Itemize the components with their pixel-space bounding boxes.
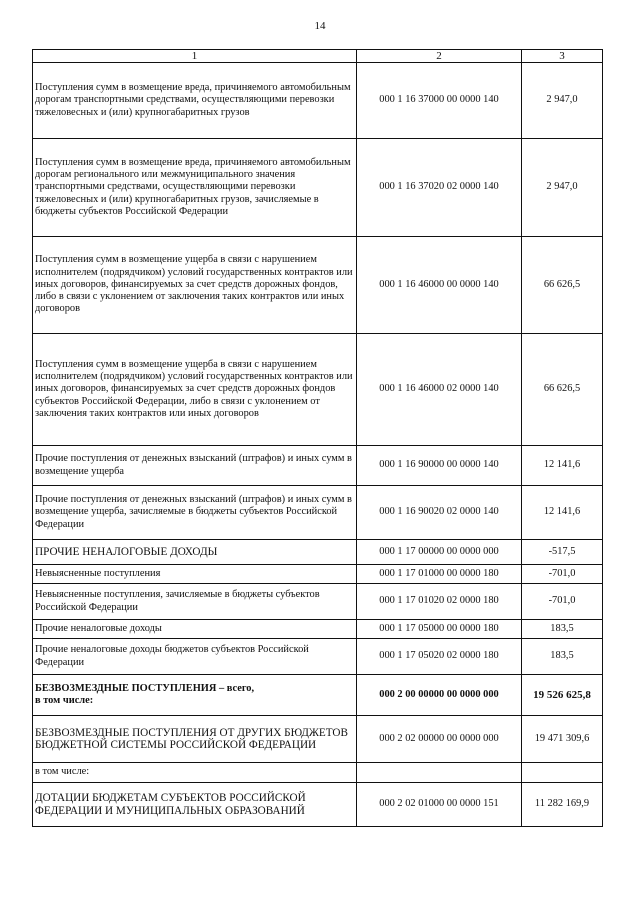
table-row: [33, 620, 603, 639]
row-name: в том числе:: [33, 763, 357, 783]
row-amount: 2 947,0: [522, 63, 603, 139]
row-code: 000 1 17 05000 00 0000 180: [357, 620, 522, 639]
row-name: ДОТАЦИИ БЮДЖЕТАМ СУБЪЕКТОВ РОССИЙСКОЙ ФЕДЕРАЦИИ И МУНИЦИПАЛЬНЫХ ОБРАЗОВАНИЙ: [33, 783, 357, 827]
row-name-line1: БЕЗВОЗМЕЗДНЫЕ ПОСТУПЛЕНИЯ – всего,: [35, 682, 255, 694]
row-name: Поступления сумм в возмещение ущерба в связи с нарушением исполнителем (подрядчиком) условий государственных контрактов или иных договоров, финансируемых за счет средств дорожных фондов субъектов Российской Федерации, либо в связи с уклонением от заключения таких контрактов или иных договоров: [33, 334, 357, 446]
row-code: 000 1 16 46000 02 0000 140: [357, 334, 522, 446]
row-code: 000 1 17 05020 02 0000 180: [357, 639, 522, 675]
table-header-row: [33, 50, 603, 63]
row-code: 000 1 17 01020 02 0000 180: [357, 584, 522, 620]
row-amount: -517,5: [522, 540, 603, 565]
row-name: ПРОЧИЕ НЕНАЛОГОВЫЕ ДОХОДЫ: [33, 540, 357, 565]
row-amount: [522, 763, 603, 783]
revenue-table: [32, 49, 603, 827]
table-row: [33, 446, 603, 486]
row-name: Поступления сумм в возмещение вреда, причиняемого автомобильным дорогам транспортными средствами, осуществляющими перевозки тяжеловесных и (или) крупногабаритных грузов: [33, 63, 357, 139]
row-amount: 19 526 625,8: [522, 675, 603, 716]
row-code: 000 1 16 37000 00 0000 140: [357, 63, 522, 139]
row-amount: 183,5: [522, 639, 603, 675]
row-code: 000 1 16 46000 00 0000 140: [357, 237, 522, 334]
table-row: [33, 486, 603, 540]
row-name: Прочие неналоговые доходы: [33, 620, 357, 639]
row-amount: -701,0: [522, 584, 603, 620]
row-amount: 66 626,5: [522, 334, 603, 446]
row-name-line2: в том числе:: [35, 695, 94, 706]
row-amount: 66 626,5: [522, 237, 603, 334]
row-name: БЕЗВОЗМЕЗДНЫЕ ПОСТУПЛЕНИЯ ОТ ДРУГИХ БЮДЖЕТОВ БЮДЖЕТНОЙ СИСТЕМЫ РОССИЙСКОЙ ФЕДЕРАЦИИ: [33, 716, 357, 763]
row-name: Невыясненные поступления, зачисляемые в бюджеты субъектов Российской Федерации: [33, 584, 357, 620]
table-row: [33, 63, 603, 139]
row-name: Прочие поступления от денежных взысканий (штрафов) и иных сумм в возмещение ущерба: [33, 446, 357, 486]
row-name: Невыясненные поступления: [33, 565, 357, 584]
row-name: Поступления сумм в возмещение вреда, причиняемого автомобильным дорогам регионального или межмуниципального значения транспортными средствами, осуществляющими перевозки тяжеловесных и (или) крупногабаритных грузов, зачисляемые в бюджеты субъектов Российской Федерации: [33, 139, 357, 237]
row-amount: -701,0: [522, 565, 603, 584]
table-row: [33, 334, 603, 446]
page-number: 14: [314, 20, 326, 32]
table-row: [33, 540, 603, 565]
row-amount: 183,5: [522, 620, 603, 639]
row-amount: 12 141,6: [522, 446, 603, 486]
row-code: 000 1 16 37020 02 0000 140: [357, 139, 522, 237]
row-code: [357, 763, 522, 783]
table-row: [33, 237, 603, 334]
table-row: [33, 716, 603, 763]
row-code: 000 2 02 00000 00 0000 000: [357, 716, 522, 763]
table-row: [33, 763, 603, 783]
row-code: 000 1 17 00000 00 0000 000: [357, 540, 522, 565]
row-amount: 19 471 309,6: [522, 716, 603, 763]
row-amount: 12 141,6: [522, 486, 603, 540]
row-code: 000 1 16 90000 00 0000 140: [357, 446, 522, 486]
table-row-total: [33, 675, 603, 716]
column-header-3: 3: [522, 50, 603, 63]
row-name: Поступления сумм в возмещение ущерба в связи с нарушением исполнителем (подрядчиком) условий государственных контрактов или иных договоров, финансируемых за счет средств дорожных фондов, либо в связи с уклонением от заключения таких контрактов или иных договоров: [33, 237, 357, 334]
table-row: [33, 639, 603, 675]
table-row: [33, 139, 603, 237]
row-code: 000 2 02 01000 00 0000 151: [357, 783, 522, 827]
table-row: [33, 783, 603, 827]
row-name: Прочие поступления от денежных взысканий (штрафов) и иных сумм в возмещение ущерба, зачисляемые в бюджеты субъектов Российской Федерации: [33, 486, 357, 540]
row-amount: 11 282 169,9: [522, 783, 603, 827]
table-row: [33, 565, 603, 584]
column-header-2: 2: [357, 50, 522, 63]
row-name: Прочие неналоговые доходы бюджетов субъектов Российской Федерации: [33, 639, 357, 675]
row-code: 000 2 00 00000 00 0000 000: [357, 675, 522, 716]
table-row: [33, 584, 603, 620]
column-header-1: 1: [33, 50, 357, 63]
row-code: 000 1 16 90020 02 0000 140: [357, 486, 522, 540]
row-code: 000 1 17 01000 00 0000 180: [357, 565, 522, 584]
row-name: [33, 675, 357, 716]
row-amount: 2 947,0: [522, 139, 603, 237]
